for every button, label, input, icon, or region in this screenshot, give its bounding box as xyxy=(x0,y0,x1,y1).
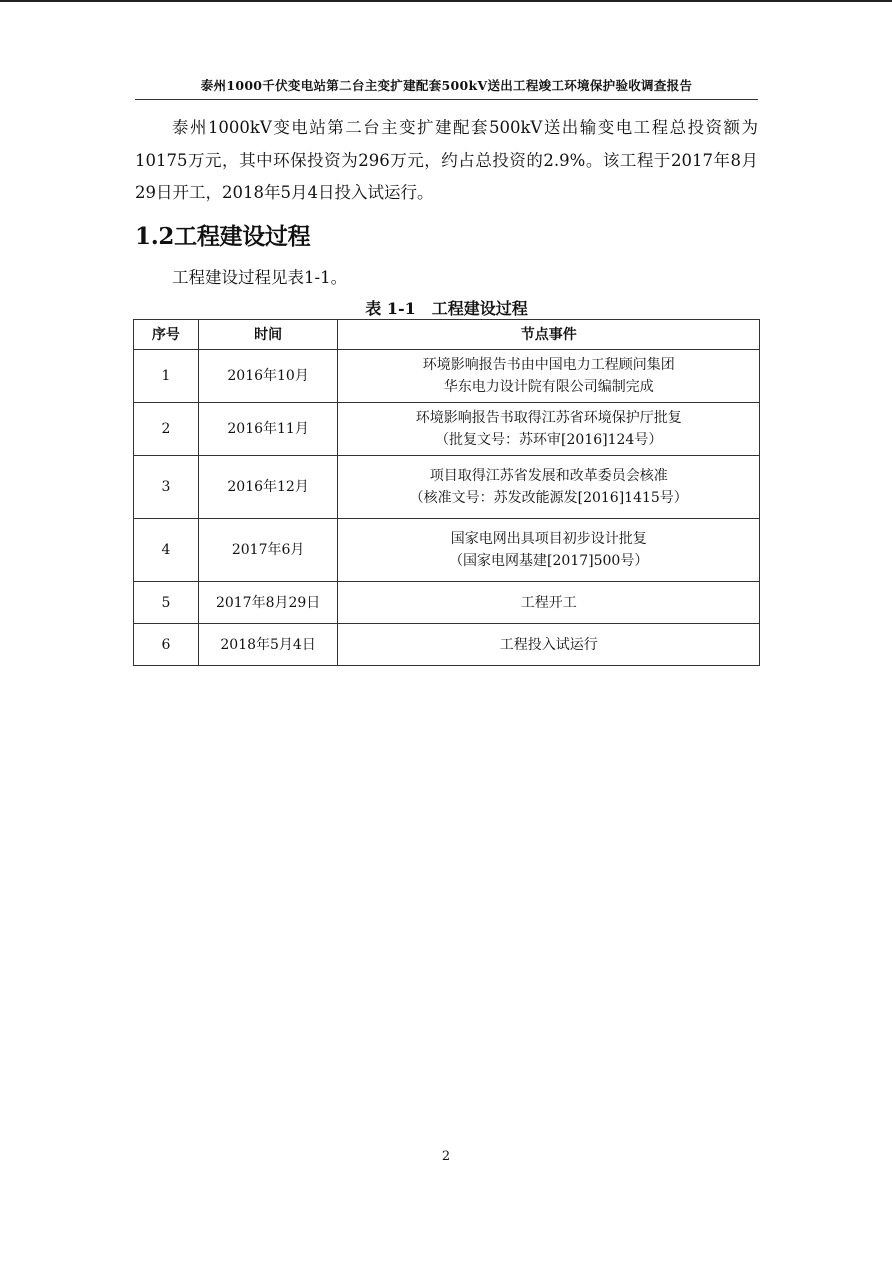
construction-process-table xyxy=(133,319,760,666)
table-header-row xyxy=(134,320,760,350)
event-line: （国家电网基建[2017]500号） xyxy=(449,553,649,569)
cell-event xyxy=(338,519,760,582)
cell-event: 工程投入试运行 xyxy=(338,624,760,666)
table-reference-text: 工程建设过程见表1-1。 xyxy=(172,268,348,287)
cell-event: 工程开工 xyxy=(338,582,760,624)
cell-no: 4 xyxy=(134,519,199,582)
table-row xyxy=(134,456,760,519)
event-line: 环境影响报告书取得江苏省环境保护厅批复 xyxy=(415,410,682,426)
header-no: 序号 xyxy=(134,320,199,350)
cell-event xyxy=(338,350,760,403)
cell-time: 2016年12月 xyxy=(198,456,338,519)
event-line: 环境影响报告书由中国电力工程顾问集团 xyxy=(422,357,675,373)
cell-no: 2 xyxy=(134,403,199,456)
intro-paragraph: 泰州1000kV变电站第二台主变扩建配套500kV送出输变电工程总投资额为10175万元，其中环保投资为296万元，约占总投资的2.9%。该工程于2017年8月29日开工，2018年5月4日投入试运行。 xyxy=(135,118,758,202)
cell-time: 2018年5月4日 xyxy=(198,624,338,666)
event-line: 国家电网出具项目初步设计批复 xyxy=(450,531,647,547)
cell-time: 2016年10月 xyxy=(198,350,338,403)
cell-no: 1 xyxy=(134,350,199,403)
event-line: （批复文号：苏环审[2016]124号） xyxy=(435,432,663,448)
event-line: （核准文号：苏发改能源发[2016]1415号） xyxy=(409,490,688,506)
table-row xyxy=(134,519,760,582)
event-line: 华东电力设计院有限公司编制完成 xyxy=(443,379,654,395)
table-row xyxy=(134,582,760,624)
top-border-line xyxy=(0,0,892,2)
cell-no: 6 xyxy=(134,624,199,666)
table-row xyxy=(134,350,760,403)
cell-no: 5 xyxy=(134,582,199,624)
cell-event xyxy=(338,403,760,456)
cell-no: 3 xyxy=(134,456,199,519)
cell-time: 2017年6月 xyxy=(198,519,338,582)
header-divider xyxy=(135,99,758,100)
table-row xyxy=(134,624,760,666)
table-row xyxy=(134,403,760,456)
cell-event xyxy=(338,456,760,519)
section-title: 1.2工程建设过程 xyxy=(135,223,311,250)
event-line: 项目取得江苏省发展和改革委员会核准 xyxy=(429,468,668,484)
cell-time: 2017年8月29日 xyxy=(198,582,338,624)
table-caption: 表 1-1 工程建设过程 xyxy=(365,299,528,318)
header-event: 节点事件 xyxy=(338,320,760,350)
cell-time: 2016年11月 xyxy=(198,403,338,456)
header-time: 时间 xyxy=(198,320,338,350)
running-header: 泰州1000千伏变电站第二台主变扩建配套500kV送出工程竣工环境保护验收调查报告 xyxy=(200,78,693,93)
page-number: 2 xyxy=(441,1149,451,1164)
